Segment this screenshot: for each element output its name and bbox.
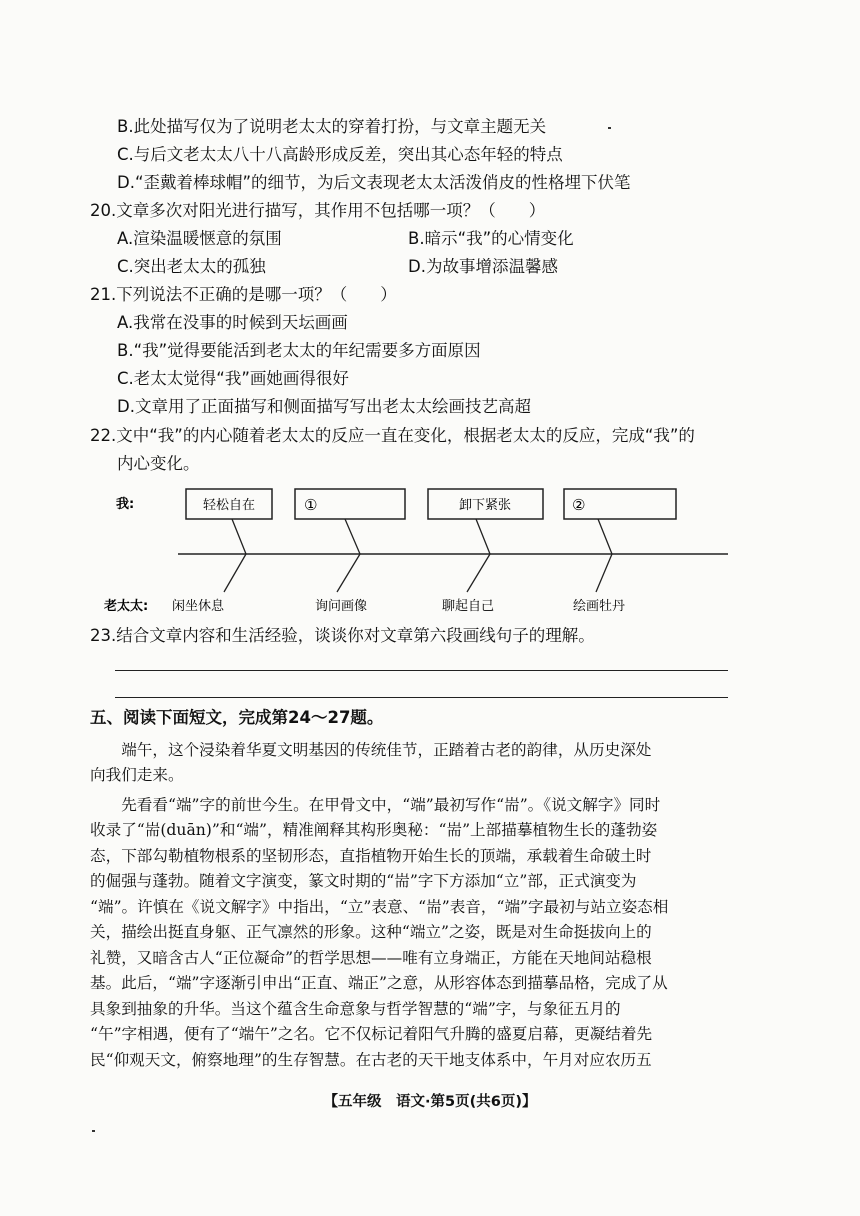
reaction-painting: 绘画牡丹: [572, 599, 626, 614]
box-text-blank-2: ②: [572, 496, 586, 514]
q20-stem: 20.文章多次对阳光进行描写，其作用不包括哪一项？（ ）: [90, 201, 546, 220]
para-line: 关，描绘出挺直身躯、正气凛然的形象。这种“端立”之姿，既是对生命挺拔向上的: [90, 923, 652, 941]
reaction-asking: 询问画像: [314, 599, 368, 614]
reaction-sitting: 闲坐休息: [171, 599, 225, 614]
q22-stem-line1: 22.文中“我”的内心随着老太太的反应一直在变化，根据老太太的反应，完成“我”的: [90, 426, 695, 445]
para-line: 向我们走来。: [90, 766, 184, 784]
q20-option-a: A.渲染温暖惬意的氛围: [117, 229, 282, 248]
section5-heading: 五、阅读下面短文，完成第24～27题。: [90, 708, 384, 727]
q21-option-d: D.文章用了正面描写和侧面描写写出老太太绘画技艺高超: [117, 397, 531, 416]
para-line: 态，下部勾勒植物根系的坚韧形态，直指植物开始生长的顶端，承载着生命破土时: [90, 847, 652, 865]
q21-option-b: B.“我”觉得要能活到老太太的年纪需要多方面原因: [117, 341, 481, 360]
scan-speck: [608, 127, 611, 129]
q21-stem: 21.下列说法不正确的是哪一项？（ ）: [90, 285, 397, 304]
q23-stem: 23.结合文章内容和生活经验，谈谈你对文章第六段画线句子的理解。: [90, 626, 595, 645]
para-line: 先看看“端”字的前世今生。在甲骨文中，“端”最初写作“耑”。《说文解字》同时: [90, 796, 661, 814]
reaction-talking: 聊起自己: [441, 599, 495, 614]
para-line: 基。此后，“端”字逐渐引申出“正直、端正”之意，从形容体态到描摹品格，完成了从: [90, 974, 668, 992]
old-lady-label: 老太太:: [104, 599, 149, 614]
q19-option-c: C.与后文老太太八十八高龄形成反差，突出其心态年轻的特点: [117, 145, 563, 164]
q20-option-b: B.暗示“我”的心情变化: [408, 229, 574, 248]
page-footer: 【五年级 语文·第5页(共6页)】: [323, 1094, 537, 1110]
para-line: “午”字相遇，便有了“端午”之名。它不仅标记着阳气升腾的盛夏启幕，更凝结着先: [90, 1025, 653, 1043]
para-line: 礼赞，又暗含古人“正位凝命”的哲学思想——唯有立身端正，方能在天地间站稳根: [90, 949, 652, 967]
box-text-blank-1: ①: [304, 496, 318, 514]
q21-option-a: A.我常在没事的时候到天坛画画: [117, 313, 348, 332]
scan-speck: [92, 1130, 95, 1132]
q21-option-c: C.老太太觉得“我”画她画得很好: [117, 369, 349, 388]
answer-line-1[interactable]: [115, 670, 728, 671]
q19-option-d: D.“歪戴着棒球帽”的细节，为后文表现老太太活泼俏皮的性格埋下伏笔: [117, 173, 631, 192]
para-line: 的倔强与蓬勃。随着文字演变，篆文时期的“耑”字下方添加“立”部，正式演变为: [90, 872, 637, 890]
q19-option-b: B.此处描写仅为了说明老太太的穿着打扮，与文章主题无关: [117, 117, 547, 136]
para-line: 端午，这个浸染着华夏文明基因的传统佳节，正踏着古老的韵律，从历史深处: [90, 741, 652, 759]
me-label: 我:: [116, 497, 135, 512]
para-line: 具象到抽象的升华。当这个蕴含生命意象与哲学智慧的“端”字，与象征五月的: [90, 1000, 621, 1018]
para-line: 收录了“耑(duān)”和“端”，精准阐释其构形奥秘：“耑”上部描摹植物生长的蓬勃姿: [90, 821, 658, 839]
box-text-relaxed: 轻松自在: [202, 498, 256, 513]
fishbone-diagram: [0, 470, 860, 620]
q22-stem-line2: 内心变化。: [117, 454, 200, 473]
para-line: “端”。许慎在《说文解字》中指出，“立”表意、“耑”表音，“端”字最初与站立姿态相: [90, 898, 669, 916]
answer-line-2[interactable]: [115, 697, 728, 698]
para-line: 民“仰观天文，俯察地理”的生存智慧。在古老的天干地支体系中，午月对应农历五: [90, 1051, 652, 1069]
q20-option-d: D.为故事增添温馨感: [408, 257, 558, 276]
q20-option-c: C.突出老太太的孤独: [117, 257, 266, 276]
box-text-unburdened: 卸下紧张: [458, 498, 512, 513]
